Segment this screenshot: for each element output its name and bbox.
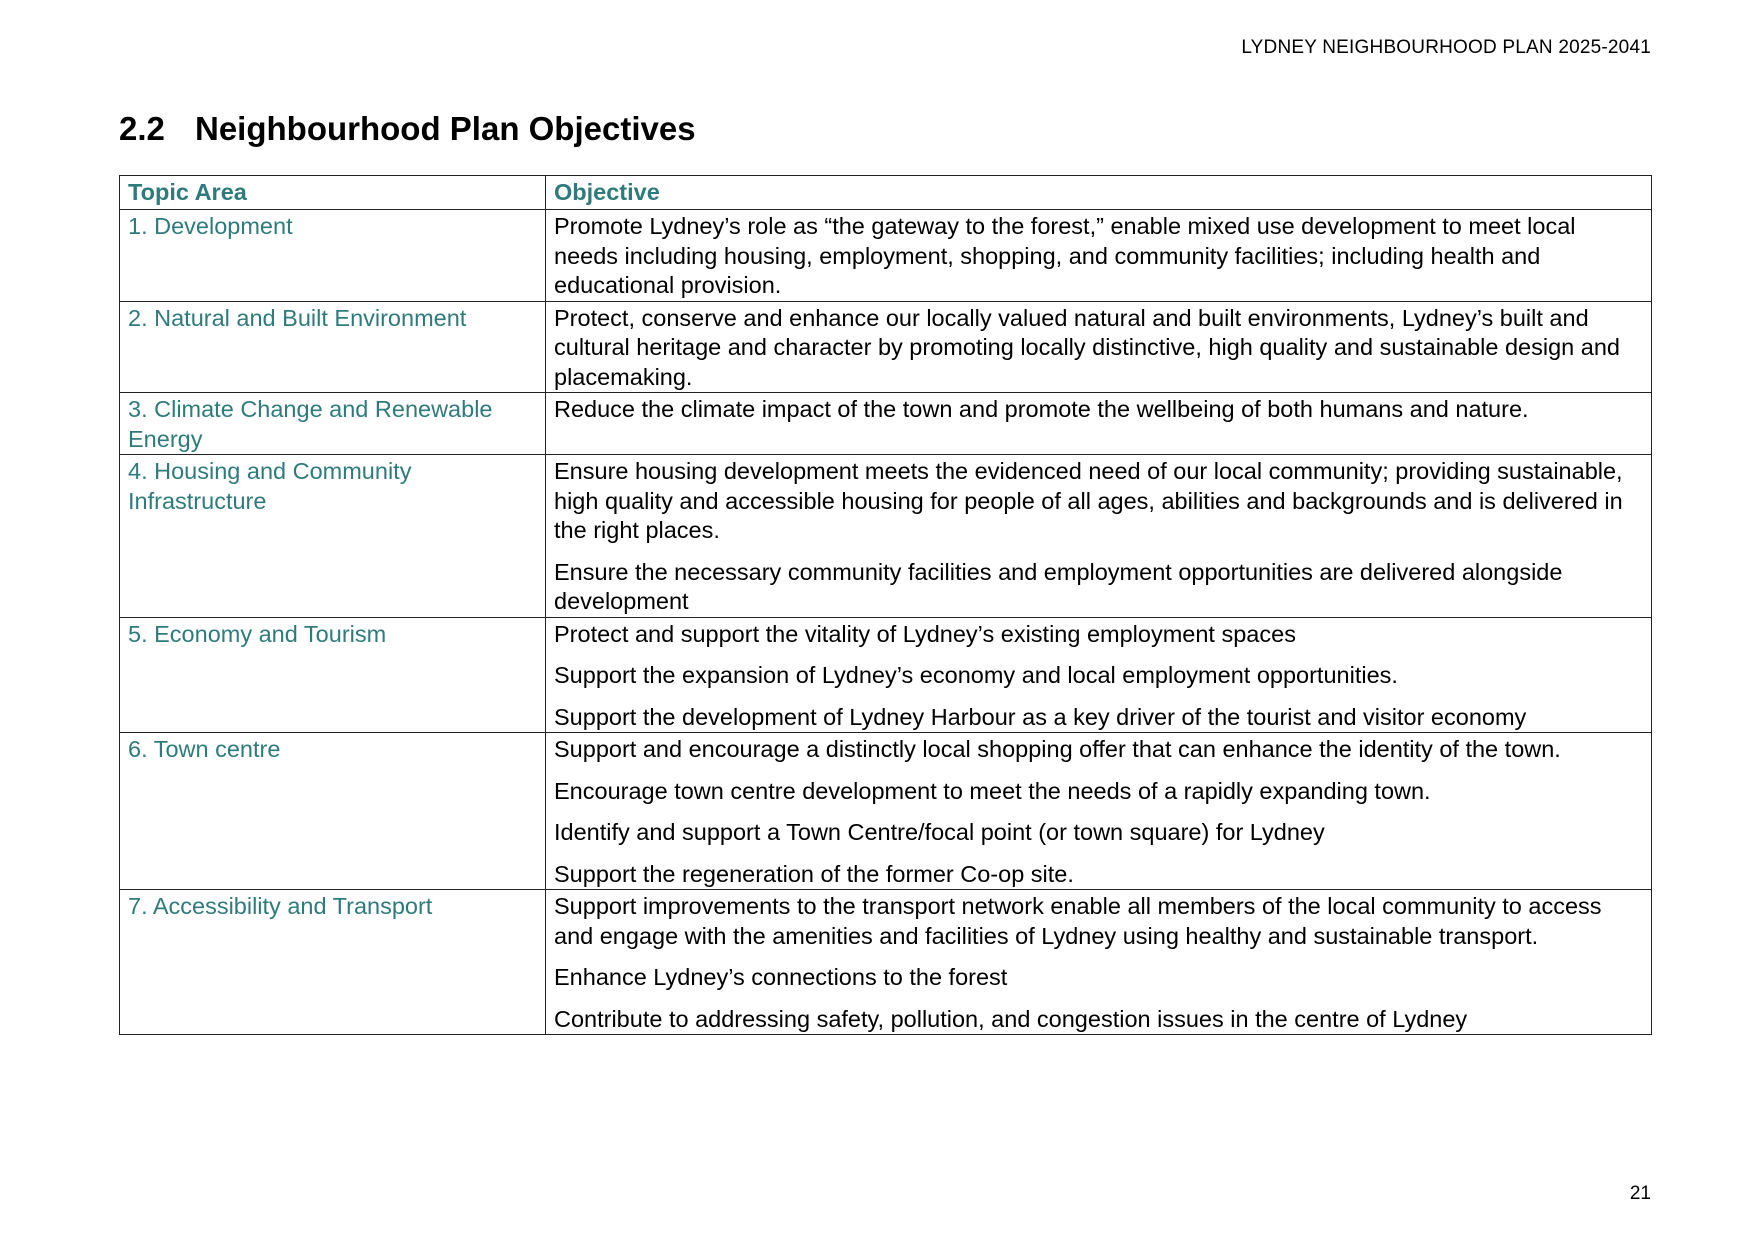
page-number: 21 [1629,1183,1651,1204]
table-row [120,617,1652,733]
objective-text: Support the regeneration of the former Co-op site. [554,860,1074,887]
objective-cell [546,393,1652,455]
objective-text: Ensure the necessary community facilities and employment opportunities are delivered alongside development [554,558,1563,614]
table-row [120,455,1652,618]
objective-text: Encourage town centre development to meet the needs of a rapidly expanding town. [554,777,1431,804]
objective-text: Support the development of Lydney Harbour as a key driver of the tourist and visitor economy [554,703,1527,730]
table-row [120,210,1652,302]
objectives-table [119,175,1652,1035]
topic-cell: 6. Town centre [120,733,546,890]
objective-text: Identify and support a Town Centre/focal point (or town square) for Lydney [554,819,1325,845]
objective-text: Support and encourage a distinctly local shopping offer that can enhance the identity of the town. [554,736,1561,762]
section-number: 2.2 [119,110,165,147]
objective-text: Support improvements to the transport network enable all members of the local community to access and engage with the amenities and facilities of Lydney using healthy and sustainable transport. [554,893,1602,949]
topic-cell: 3. Climate Change and Renewable Energy [120,393,546,455]
objective-text: Enhance Lydney’s connections to the forest [554,964,1008,990]
table-row [120,393,1652,455]
objective-cell [546,890,1652,1035]
topic-cell: 5. Economy and Tourism [120,617,546,733]
objective-text: Support the expansion of Lydney’s economy and local employment opportunities. [554,662,1398,688]
table-row [120,301,1652,393]
objective-text: Protect and support the vitality of Lydney’s existing employment spaces [554,620,1296,647]
table-header-row [120,176,1652,210]
objective-text: Promote Lydney’s role as “the gateway to the forest,” enable mixed use development to meet local needs including housing, employment, shopping, and community facilities; including health and educational provision. [554,213,1576,298]
topic-cell: 2. Natural and Built Environment [120,301,546,393]
running-header: LYDNEY NEIGHBOURHOOD PLAN 2025-2041 [1241,37,1651,58]
objective-text: Protect, conserve and enhance our locally valued natural and built environments, Lydney’s built and cultural heritage and character by promoting locally distinctive, high quality and sustainable design and placemaking. [554,304,1620,390]
topic-cell: 1. Development [120,210,546,302]
section-title: Neighbourhood Plan Objectives [195,110,696,147]
objective-cell [546,301,1652,393]
topic-cell: 4. Housing and Community Infrastructure [120,455,546,618]
objective-text: Ensure housing development meets the evidenced need of our local community; providing sustainable, high quality and accessible housing for people of all ages, abilities and backgrounds and is delivered in the right places. [554,458,1623,543]
objective-text: Reduce the climate impact of the town and promote the wellbeing of both humans and nature. [554,396,1529,422]
objective-cell [546,733,1652,890]
section-heading [119,110,696,148]
column-header-objective: Objective [546,176,1652,210]
table-row [120,733,1652,890]
objective-text: Contribute to addressing safety, pollution, and congestion issues in the centre of Lydney [554,1005,1468,1032]
column-header-topic: Topic Area [120,176,546,210]
objective-cell [546,455,1652,618]
table-row [120,890,1652,1035]
objective-cell [546,210,1652,302]
objective-cell [546,617,1652,733]
topic-cell: 7. Accessibility and Transport [120,890,546,1035]
